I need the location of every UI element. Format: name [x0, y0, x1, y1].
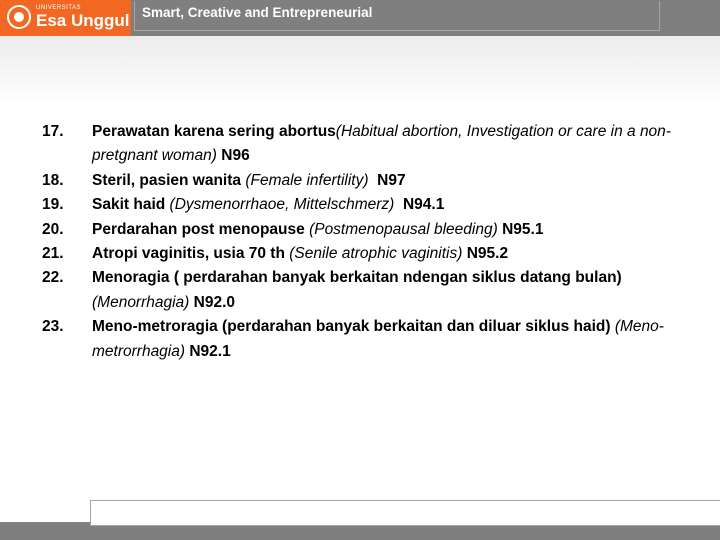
list-item	[42, 193, 712, 217]
list-item	[42, 120, 712, 169]
item-number: 19.	[42, 196, 64, 214]
item-text	[92, 193, 712, 217]
item-number: 18.	[42, 171, 64, 189]
item-number: 22.	[42, 269, 64, 287]
item-number: 21.	[42, 245, 64, 263]
item-description: Perdarahan post menopause	[92, 220, 310, 238]
item-text	[92, 315, 712, 364]
item-english-term: (Dysmenorrhaoe, Mittelschmerz)	[169, 196, 395, 214]
item-number: 20.	[42, 220, 64, 238]
item-code: N92.0	[193, 293, 236, 311]
item-code: N97	[377, 171, 406, 189]
logo-small-text: UNIVERSITAS	[36, 5, 82, 11]
item-description: Perawatan karena sering abortus	[92, 123, 336, 140]
item-number: 17.	[42, 123, 64, 140]
university-logo	[0, 0, 131, 38]
item-text	[92, 218, 712, 242]
item-english-term: (Senile atrophic vaginitis)	[289, 245, 463, 263]
logo-emblem-icon	[7, 5, 31, 29]
list-item	[42, 169, 712, 193]
item-description: Sakit haid	[92, 196, 170, 214]
item-number: 23.	[42, 318, 64, 336]
item-english-term: (Meno-metrorrhagia)	[92, 318, 664, 360]
list-item	[42, 218, 712, 242]
item-english-term: (Habitual abortion, Investigation or care in a non-pretgnant woman)	[92, 123, 671, 165]
item-english-term: (Menorrhagia)	[92, 293, 190, 311]
list-item	[42, 266, 712, 315]
header-gradient-band	[0, 36, 720, 106]
item-text	[92, 169, 712, 193]
item-text	[92, 266, 712, 315]
list-item	[42, 242, 712, 266]
item-code: N95.1	[502, 220, 544, 238]
item-description: Steril, pasien wanita	[92, 171, 246, 189]
item-text	[92, 120, 712, 169]
item-code: N96	[221, 147, 250, 165]
item-description: Atropi vaginitis, usia 70 th	[92, 245, 290, 263]
item-text	[92, 242, 712, 266]
item-code: N92.1	[189, 342, 231, 360]
item-code: N94.1	[402, 196, 445, 214]
item-description: Meno-metroragia (perdarahan banyak berkaitan dan diluar siklus haid)	[92, 318, 615, 336]
logo-name: Esa Unggul	[36, 11, 130, 30]
item-code: N95.2	[466, 245, 509, 263]
footer-frame	[90, 500, 720, 526]
item-english-term: (Female infertility)	[245, 171, 369, 189]
item-english-term: (Postmenopausal bleeding)	[309, 220, 498, 238]
item-description: Menoragia ( perdarahan banyak berkaitan ndengan siklus datang bulan)	[92, 269, 622, 287]
diagnosis-list	[42, 120, 712, 364]
tagline: Smart, Creative and Entrepreneurial	[142, 5, 373, 20]
list-item	[42, 315, 712, 364]
